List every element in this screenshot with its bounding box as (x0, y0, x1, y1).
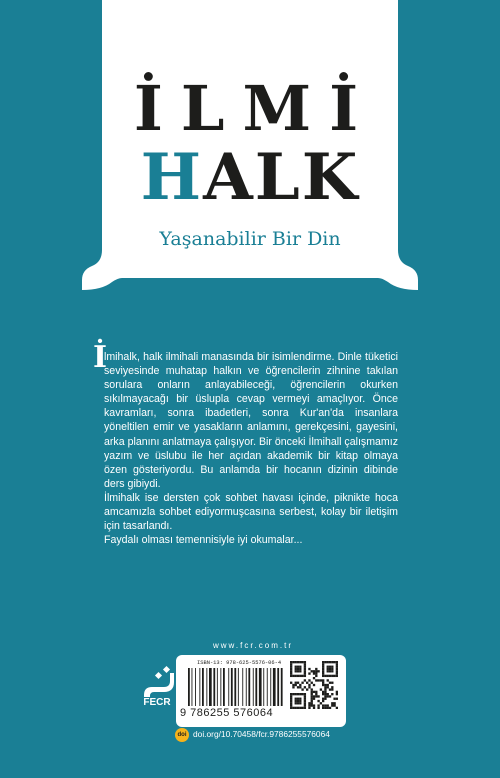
qr-module (331, 702, 333, 704)
qr-module (304, 663, 306, 665)
qr-module (327, 704, 329, 706)
qr-module (336, 675, 338, 677)
qr-module (336, 663, 338, 665)
qr-module (331, 693, 333, 695)
qr-module (327, 686, 329, 688)
qr-module (297, 670, 299, 672)
qr-module (324, 691, 326, 693)
qr-module (324, 684, 326, 686)
qr-module (329, 668, 331, 670)
qr-module (301, 661, 303, 663)
qr-module (304, 679, 306, 681)
qr-module (308, 668, 310, 670)
qr-module (299, 700, 301, 702)
qr-module (336, 661, 338, 663)
qr-module (292, 686, 294, 688)
qr-module (311, 688, 313, 690)
qr-module (327, 666, 329, 668)
qr-module (333, 702, 335, 704)
qr-module (308, 679, 310, 681)
qr-module (290, 675, 292, 677)
qr-module (313, 684, 315, 686)
qr-module (301, 707, 303, 709)
title-line-one: İLMİ (133, 72, 377, 145)
barcode-bar (213, 668, 215, 706)
blurb-text (104, 350, 398, 547)
qr-module (299, 698, 301, 700)
qr-module (329, 688, 331, 690)
title-panel (82, 0, 418, 290)
qr-module (322, 698, 324, 700)
barcode-bar (246, 668, 247, 706)
qr-module (290, 668, 292, 670)
qr-module (320, 702, 322, 704)
qr-module (299, 684, 301, 686)
qr-module (317, 695, 319, 697)
qr-module (336, 698, 338, 700)
qr-module (327, 675, 329, 677)
qr-code-icon (290, 661, 338, 709)
qr-module (304, 695, 306, 697)
qr-module (290, 700, 292, 702)
qr-module (322, 684, 324, 686)
qr-module (311, 693, 313, 695)
qr-module (311, 695, 313, 697)
qr-module (327, 661, 329, 663)
barcode-bar (231, 668, 233, 706)
qr-module (297, 707, 299, 709)
qr-module (299, 675, 301, 677)
qr-module (304, 668, 306, 670)
qr-module (324, 704, 326, 706)
qr-module (329, 661, 331, 663)
qr-module (331, 666, 333, 668)
qr-module (301, 675, 303, 677)
qr-module (304, 702, 306, 704)
barcode-bar (259, 668, 262, 706)
barcode-bar (242, 668, 243, 706)
qr-module (336, 666, 338, 668)
qr-module (313, 704, 315, 706)
qr-module (329, 670, 331, 672)
qr-module (333, 704, 335, 706)
qr-module (324, 686, 326, 688)
qr-module (322, 670, 324, 672)
qr-module (304, 666, 306, 668)
qr-module (304, 700, 306, 702)
qr-module (295, 670, 297, 672)
qr-module (327, 668, 329, 670)
qr-module (322, 700, 324, 702)
qr-module (301, 682, 303, 684)
qr-module (295, 682, 297, 684)
doi-badge: doi (175, 728, 189, 742)
qr-module (329, 695, 331, 697)
barcode-bar (199, 668, 200, 706)
qr-module (311, 670, 313, 672)
qr-module (317, 704, 319, 706)
qr-module (301, 693, 303, 695)
qr-module (327, 670, 329, 672)
qr-module (290, 682, 292, 684)
qr-module (322, 691, 324, 693)
qr-module (315, 668, 317, 670)
qr-module (311, 700, 313, 702)
qr-module (324, 675, 326, 677)
qr-module (299, 702, 301, 704)
qr-module (313, 670, 315, 672)
qr-module (322, 663, 324, 665)
qr-module (299, 670, 301, 672)
qr-module (299, 661, 301, 663)
qr-module (290, 693, 292, 695)
qr-module (297, 702, 299, 704)
qr-module (320, 688, 322, 690)
qr-module (299, 707, 301, 709)
qr-module (290, 670, 292, 672)
qr-module (336, 693, 338, 695)
qr-module (329, 682, 331, 684)
qr-module (322, 661, 324, 663)
qr-module (336, 670, 338, 672)
qr-module (308, 684, 310, 686)
qr-module (315, 695, 317, 697)
barcode-bar (248, 668, 250, 706)
qr-module (317, 670, 319, 672)
qr-module (304, 693, 306, 695)
qr-module (290, 704, 292, 706)
qr-module (313, 691, 315, 693)
qr-module (308, 707, 310, 709)
barcode-bar (273, 668, 276, 706)
qr-module (333, 661, 335, 663)
qr-module (292, 684, 294, 686)
qr-module (324, 698, 326, 700)
qr-module (322, 672, 324, 674)
qr-module (304, 675, 306, 677)
barcode-number: 9 786255 576064 (180, 707, 274, 719)
title-line-two (82, 140, 418, 215)
qr-module (295, 698, 297, 700)
qr-module (299, 686, 301, 688)
qr-module (315, 679, 317, 681)
qr-module (290, 695, 292, 697)
barcode-bar (263, 668, 264, 706)
barcode-bars (188, 668, 284, 708)
qr-module (317, 679, 319, 681)
doi-link[interactable]: doi.org/10.70458/fcr.9786255576064 (193, 729, 330, 739)
qr-module (297, 666, 299, 668)
barcode-bar (228, 668, 229, 706)
drop-cap: İ (93, 340, 108, 375)
qr-module (290, 707, 292, 709)
qr-module (315, 670, 317, 672)
qr-module (297, 668, 299, 670)
qr-module (304, 704, 306, 706)
qr-module (311, 682, 313, 684)
qr-module (308, 686, 310, 688)
qr-module (292, 693, 294, 695)
qr-module (290, 672, 292, 674)
qr-module (322, 682, 324, 684)
qr-module (311, 702, 313, 704)
qr-module (331, 668, 333, 670)
qr-module (315, 693, 317, 695)
title-accent-letter: H (140, 140, 204, 215)
barcode-bar (267, 668, 268, 706)
qr-module (322, 679, 324, 681)
qr-module (322, 707, 324, 709)
qr-module (295, 702, 297, 704)
qr-module (290, 698, 292, 700)
blurb-paragraph: Faydalı olması temennisiyle iyi okumalar... (104, 534, 303, 547)
qr-module (315, 672, 317, 674)
isbn-label: ISBN-13: 978-625-5576-06-4 (197, 660, 282, 666)
barcode-bar (238, 668, 239, 706)
qr-module (331, 682, 333, 684)
qr-module (297, 693, 299, 695)
qr-module (322, 668, 324, 670)
qr-module (331, 661, 333, 663)
qr-module (327, 684, 329, 686)
qr-module (331, 675, 333, 677)
qr-module (311, 691, 313, 693)
blurb-paragraph: İlmihalk ise dersten çok sohbet havası içinde, piknikte hoca amcamızla sohbet ediyormuşcasına serbest, kolay bir iletişim için tasarlandı. (104, 491, 398, 533)
qr-module (313, 698, 315, 700)
qr-module (320, 679, 322, 681)
barcode-bar (223, 668, 225, 706)
qr-module (322, 704, 324, 706)
qr-module (329, 666, 331, 668)
qr-module (304, 661, 306, 663)
qr-module (336, 672, 338, 674)
qr-module (297, 686, 299, 688)
barcode-bar (217, 668, 218, 706)
barcode-bar (192, 668, 193, 706)
qr-module (295, 675, 297, 677)
qr-module (301, 688, 303, 690)
blurb-paragraph: lmihalk, halk ilmihali manasında bir isimlendirme. Dinle tüketici seviyesinde muhatap halkın ve öğrencilerin zihnine takılan sorulara onların anlayabileceği, öğrencilerin okurken sıkılmayacağı bir üslupla cevap vermeyi amaçlıyor. Önce kavramları, sonra ibadetleri, sonra Kur'an'da insanlara yöneltilen emir ve yasakların anlamını, gerekçesini, gayesini, arka planını anlatmaya çalışıyor. Bir önceki İlmihall çalışmamız yazım ve üslubu ile her açıdan akademik bir kitap olmaya özen gösteriyordu. Bu anlamda bir hocanın dizinin dibinde ders gibiydi. (104, 351, 398, 490)
qr-module (295, 684, 297, 686)
qr-module (295, 707, 297, 709)
barcode-bar (202, 668, 204, 706)
qr-module (304, 698, 306, 700)
qr-module (295, 693, 297, 695)
qr-module (292, 661, 294, 663)
qr-module (329, 707, 331, 709)
qr-module (304, 670, 306, 672)
qr-module (292, 675, 294, 677)
qr-module (331, 688, 333, 690)
qr-module (304, 707, 306, 709)
barcode-bar (206, 668, 207, 706)
qr-module (324, 661, 326, 663)
qr-module (324, 695, 326, 697)
qr-module (295, 700, 297, 702)
barcode-bar (255, 668, 257, 706)
qr-module (308, 672, 310, 674)
qr-module (336, 707, 338, 709)
qr-module (311, 704, 313, 706)
qr-module (304, 672, 306, 674)
qr-module (308, 704, 310, 706)
qr-module (331, 686, 333, 688)
publisher-website: www.fcr.com.tr (212, 641, 293, 650)
qr-module (327, 693, 329, 695)
qr-module (297, 675, 299, 677)
qr-module (317, 707, 319, 709)
qr-module (295, 666, 297, 668)
qr-module (295, 661, 297, 663)
barcode-bar (281, 668, 283, 706)
qr-module (329, 675, 331, 677)
qr-module (324, 693, 326, 695)
qr-module (336, 668, 338, 670)
qr-module (315, 691, 317, 693)
qr-module (327, 679, 329, 681)
barcode-bar (234, 668, 236, 706)
qr-module (313, 695, 315, 697)
qr-module (297, 698, 299, 700)
qr-module (313, 672, 315, 674)
qr-module (317, 700, 319, 702)
qr-module (311, 698, 313, 700)
qr-module (304, 686, 306, 688)
qr-module (306, 688, 308, 690)
barcode-bar (209, 668, 212, 706)
qr-module (313, 707, 315, 709)
qr-module (290, 661, 292, 663)
title-line-two-rest: ALK (203, 140, 360, 215)
qr-module (331, 704, 333, 706)
qr-module (322, 666, 324, 668)
subtitle: Yaşanabilir Bir Din (159, 228, 341, 250)
qr-module (292, 707, 294, 709)
barcode-bar (195, 668, 196, 706)
qr-module (290, 702, 292, 704)
qr-module (313, 677, 315, 679)
qr-module (333, 698, 335, 700)
qr-module (324, 707, 326, 709)
qr-module (290, 663, 292, 665)
qr-module (324, 688, 326, 690)
qr-module (336, 691, 338, 693)
publisher-name: FECR (143, 697, 171, 708)
qr-module (315, 675, 317, 677)
barcode-bar (188, 668, 190, 706)
qr-module (331, 670, 333, 672)
qr-module (333, 675, 335, 677)
qr-module (327, 695, 329, 697)
qr-module (297, 682, 299, 684)
qr-module (299, 668, 301, 670)
qr-module (299, 693, 301, 695)
qr-module (306, 682, 308, 684)
qr-module (322, 675, 324, 677)
barcode-bar (253, 668, 254, 706)
qr-module (295, 668, 297, 670)
barcode-bar (277, 668, 279, 706)
qr-module (297, 661, 299, 663)
qr-module (299, 666, 301, 668)
qr-module (327, 707, 329, 709)
qr-module (297, 700, 299, 702)
qr-module (322, 693, 324, 695)
qr-module (308, 702, 310, 704)
barcode-bar (220, 668, 221, 706)
barcode-bar (270, 668, 271, 706)
qr-module (290, 666, 292, 668)
